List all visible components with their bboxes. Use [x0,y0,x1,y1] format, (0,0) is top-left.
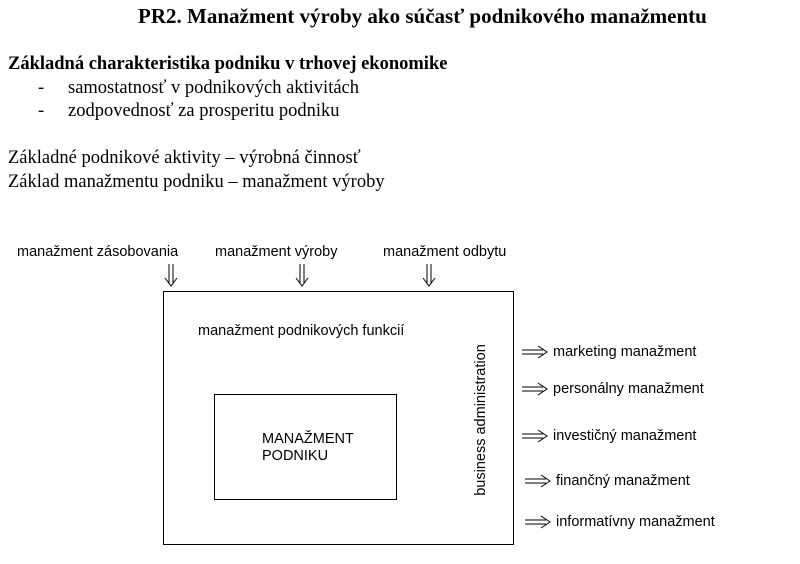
right-double-arrow-icon [525,516,550,528]
business-administration-label: business administration [473,344,489,496]
down-double-arrow-icon [165,264,177,286]
inner-box-label [262,431,354,465]
input-label-sales: manažment odbytu [383,244,507,260]
inner-box-label-line-2: PODNIKU [262,448,329,464]
right-double-arrow-icon [525,475,550,487]
text-line-management: Základ manažmentu podniku – manažment výroby [8,172,385,192]
right-double-arrow-icon [522,346,547,358]
right-double-arrow-icon [522,383,547,395]
output-label-investment: investičný manažment [553,428,697,444]
output-label-financial: finančný manažment [556,473,690,489]
bullet-dash: - [38,78,45,98]
bullet-item-1 [38,78,359,99]
down-double-arrow-icon [296,264,308,286]
output-label-marketing: marketing manažment [553,344,697,360]
bullet-text: samostatnosť v podnikových aktivitách [68,78,360,98]
inner-box-label-line-1: MANAŽMENT [262,431,354,447]
right-double-arrow-icon [522,430,547,442]
output-label-personnel: personálny manažment [553,381,704,397]
page-title: PR2. Manažment výroby ako súčasť podnikového manažmentu [138,4,707,28]
bullet-text: zodpovednosť za prosperitu podniku [68,101,340,121]
text-line-activities: Základné podnikové aktivity – výrobná činnosť [8,148,361,168]
input-label-supply: manažment zásobovania [17,244,179,260]
outer-box-label: manažment podnikových funkcií [198,323,405,339]
section-heading: Základná charakteristika podniku v trhovej ekonomike [8,54,448,74]
output-label-informative: informatívny manažment [556,514,715,530]
bullet-dash: - [38,101,45,121]
bullet-item-2 [38,101,339,122]
input-label-production: manažment výroby [215,244,338,260]
down-double-arrow-icon [423,264,435,286]
